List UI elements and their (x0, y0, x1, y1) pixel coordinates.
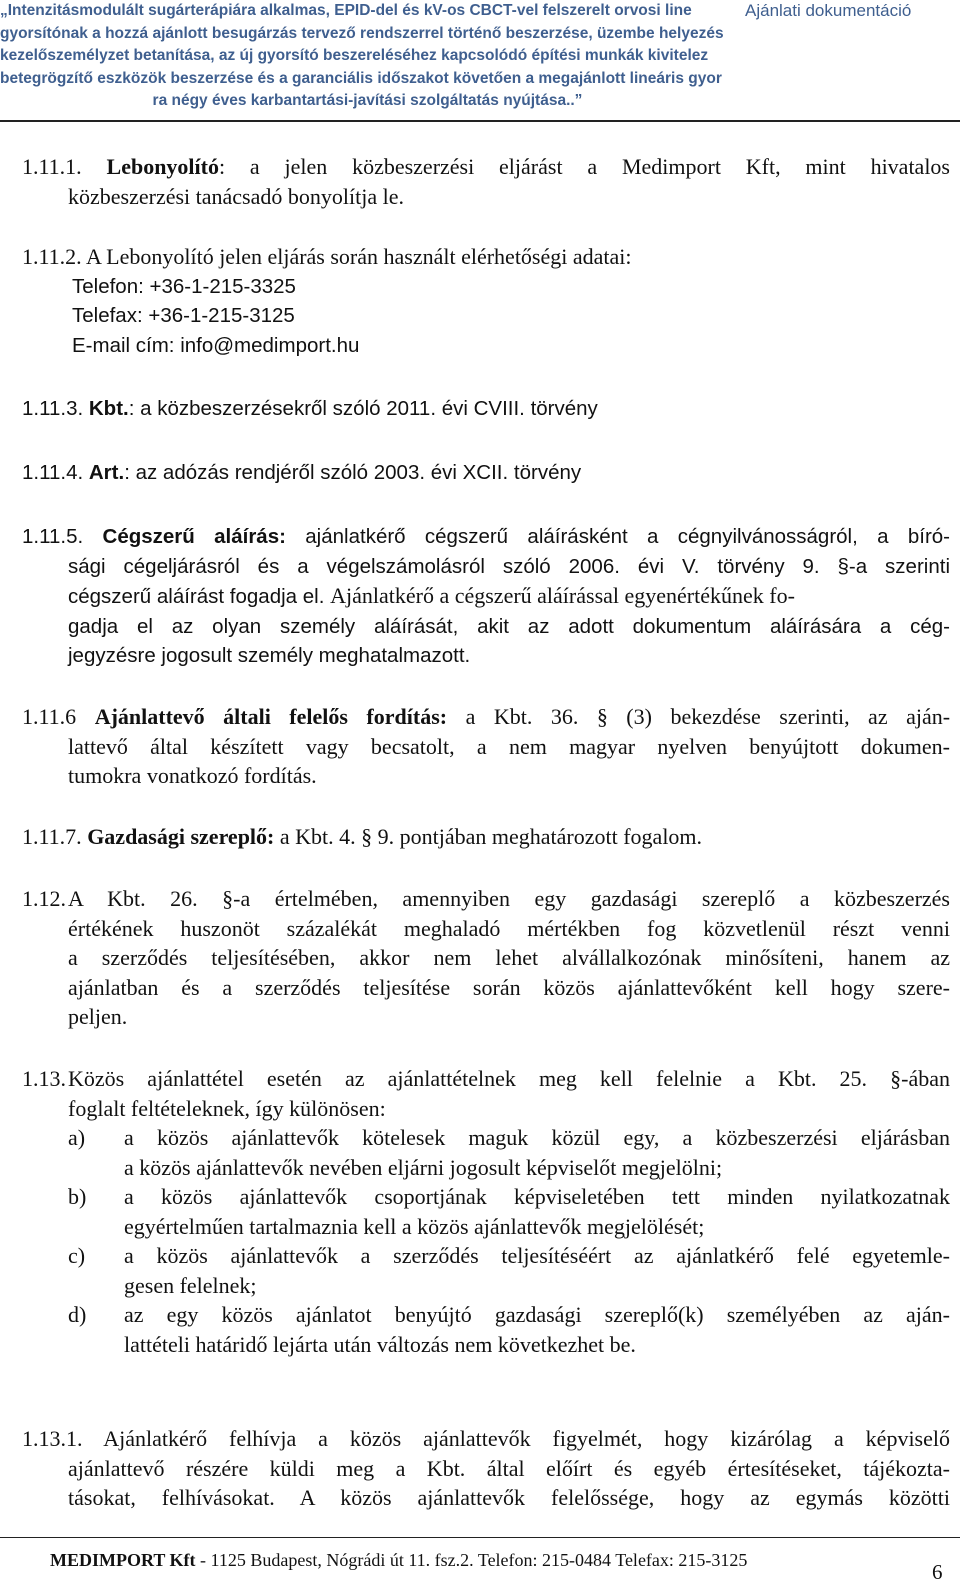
section-number: 1.11.2. (22, 244, 82, 269)
term-label: Gazdasági szereplő: (87, 824, 275, 849)
section-line: gadja el az olyan személy aláírását, akit az adott dokumentum aláírására a cég- (68, 614, 950, 638)
section-text: ajánlatkérő cégszerű aláírásként a cégnyilvánosságról, a bíró- (305, 525, 951, 548)
header-title-block (0, 0, 735, 113)
section-line: a szerződés teljesítésében, akkor nem lehet alvállalkozónak minősíteni, hanem az (68, 945, 950, 970)
term-label: Lebonyolító (106, 154, 219, 179)
section-line: foglalt feltételeknek, így különösen: (68, 1095, 386, 1121)
section-line (22, 702, 950, 732)
list-item-line: a közös ajánlattevők kötelesek maguk közül egy, a közbeszerzési eljárásban (124, 1125, 950, 1150)
section-text: : az adózás rendjéről szóló 2003. évi XCII. törvény (124, 461, 582, 484)
section-text: cégszerű aláírást fogadja el. (68, 585, 325, 608)
section-line (22, 1424, 950, 1454)
list-item (68, 1300, 950, 1359)
section-text: Ajánlatkérő a cégszerű aláírással egyenértékűnek fo- (330, 583, 795, 608)
section-1-13-1 (22, 1424, 950, 1513)
footer-company: MEDIMPORT Kft (50, 1550, 196, 1570)
section-number: 1.11.4. (22, 461, 84, 484)
section-1-11-4 (22, 458, 950, 488)
header-line: kezelőszemélyzet betanítása, az új gyorsító beszereléséhez kapcsolódó építési munkák kivitelez (0, 47, 709, 64)
section-number: 1.11.1. (22, 154, 82, 179)
section-text: : a jelen közbeszerzési eljárást a Medimport Kft, mint hivatalos (218, 154, 950, 179)
section-text: a Kbt. 36. § (3) bekezdése szerinti, az aján- (465, 704, 951, 729)
header-line: ra négy éves karbantartási-javítási szolgáltatás nyújtása..” (152, 92, 583, 109)
section-text: : a közbeszerzésekről szóló 2011. évi CVIII. törvény (128, 397, 598, 420)
list-item-line: a közös ajánlattevők a szerződés teljesítéséért az ajánlatkérő felé egyetemle- (124, 1243, 950, 1268)
section-line: lattevő által készített vagy becsatolt, a nem magyar nyelven benyújtott dokumen- (68, 733, 950, 759)
footer-divider (0, 1537, 960, 1538)
section-number: 1.11.7. (22, 824, 82, 849)
list-item-label: a) (68, 1125, 86, 1150)
section-line (22, 242, 950, 272)
section-1-11-1 (22, 152, 950, 211)
section-1-11-7 (22, 822, 950, 852)
contact-fax: Telefax: +36-1-215-3125 (72, 304, 295, 327)
section-number: 1.11.5. (22, 525, 84, 548)
list-item-line: a közös ajánlattevők csoportjának képviseletében tett minden nyilatkozatnak (124, 1184, 950, 1209)
section-number: 1.11.3. (22, 397, 84, 420)
section-line (22, 522, 950, 552)
section-line (22, 458, 950, 488)
section-line (22, 394, 950, 424)
document-type-label: Ajánlati dokumentáció (745, 1, 912, 20)
section-text: a Kbt. 4. § 9. pontjában meghatározott fogalom. (279, 824, 703, 849)
list-item-line: gesen felelnek; (124, 1272, 257, 1298)
list-item-label: c) (68, 1243, 86, 1268)
section-line (22, 581, 950, 612)
section-text: A Lebonyolító jelen eljárás során használt elérhetőségi adatai: (85, 244, 632, 269)
page-number: 6 (932, 1560, 943, 1584)
section-line: sági cégeljárásról és a végelszámolásról szóló 2006. évi V. törvény 9. §-a szerinti (68, 554, 950, 578)
list-item (68, 1182, 950, 1241)
section-number: 1.11.6 (22, 704, 77, 729)
section-line: közbeszerzési tanácsadó bonyolítja le. (68, 183, 404, 209)
list-item-line: lattételi határidő lejárta után változás nem következhet be. (124, 1331, 636, 1357)
list-item-label: d) (68, 1302, 87, 1327)
list-item-line: a közös ajánlattevők nevében eljárni jogosult képviselőt megjelölni; (124, 1154, 723, 1180)
footer-details: - 1125 Budapest, Nógrádi út 11. fsz.2. Telefon: 215-0484 Telefax: 215-3125 (195, 1550, 748, 1570)
section-line (22, 152, 950, 182)
section-1-11-2 (22, 242, 950, 360)
list-item-label: b) (68, 1184, 87, 1209)
header-line: betegrögzítő eszközök beszerzése és a garanciális időszakot követően a megajánlott lineáris gyor (0, 69, 722, 87)
header-line: gyorsítónak a hozzá ajánlott besugárzás tervező rendszerrel történő beszerzése, üzembe helyezés (0, 24, 724, 42)
section-1-12 (22, 884, 950, 1032)
document-header (0, 0, 960, 124)
list-item (68, 1123, 950, 1182)
contact-phone: Telefon: +36-1-215-3325 (72, 274, 296, 298)
section-number: 1.13.1. (22, 1426, 83, 1451)
section-line: ajánlatban és a szerződés teljesítése során közös ajánlattevőként kell hogy szere- (68, 974, 950, 1000)
term-label: Cégszerű aláírás: (102, 525, 286, 548)
section-line: A Kbt. 26. §-a értelmében, amennyiben egy gazdasági szereplő a közbeszerzés (68, 886, 950, 911)
section-line: tumokra vonatkozó fordítás. (68, 763, 317, 788)
section-line: tásokat, felhívásokat. A közös ajánlattevők felelőssége, hogy az egymás közötti (68, 1485, 950, 1510)
section-1-11-6 (22, 702, 950, 791)
header-divider (0, 120, 960, 122)
section-line: ajánlattevő részére küldi meg a Kbt. által előírt és egyéb értesítéseket, tájékozta- (68, 1455, 950, 1481)
document-footer (50, 1550, 930, 1571)
section-number: 1.12. (22, 886, 66, 911)
header-line: „Intenzitásmodulált sugárterápiára alkalmas, EPID-del és kV-os CBCT-vel felszerelt orvosi line (0, 2, 692, 19)
list-item-line: egyértelműen tartalmaznia kell a közös ajánlattevők megjelölését; (124, 1213, 705, 1239)
section-line (22, 822, 950, 852)
term-label: Kbt. (88, 397, 129, 420)
section-text: Ajánlatkérő felhívja a közös ajánlattevők figyelmét, hogy kizárólag a képviselő (103, 1426, 950, 1451)
section-line: jegyzésre jogosult személy meghatalmazott. (68, 644, 471, 667)
section-1-11-3 (22, 394, 950, 424)
section-line: peljen. (68, 1004, 128, 1029)
term-label: Art. (88, 461, 125, 484)
list-item-line: az egy közös ajánlatot benyújtó gazdasági szereplő(k) személyében az aján- (124, 1302, 950, 1327)
section-line: értékének huszonöt százalékát meghaladó mértékben fog közvetlenül részt venni (68, 915, 950, 941)
term-label: Ajánlattevő általi felelős fordítás: (94, 704, 448, 729)
list-item (68, 1241, 950, 1300)
contact-email: E-mail cím: info@medimport.hu (72, 333, 360, 357)
section-line: Közös ajánlattétel esetén az ajánlattételnek meg kell felelnie a Kbt. 25. §-ában (68, 1066, 950, 1091)
section-1-11-5 (22, 522, 950, 671)
section-number: 1.13. (22, 1066, 66, 1091)
section-1-13 (22, 1064, 950, 1359)
